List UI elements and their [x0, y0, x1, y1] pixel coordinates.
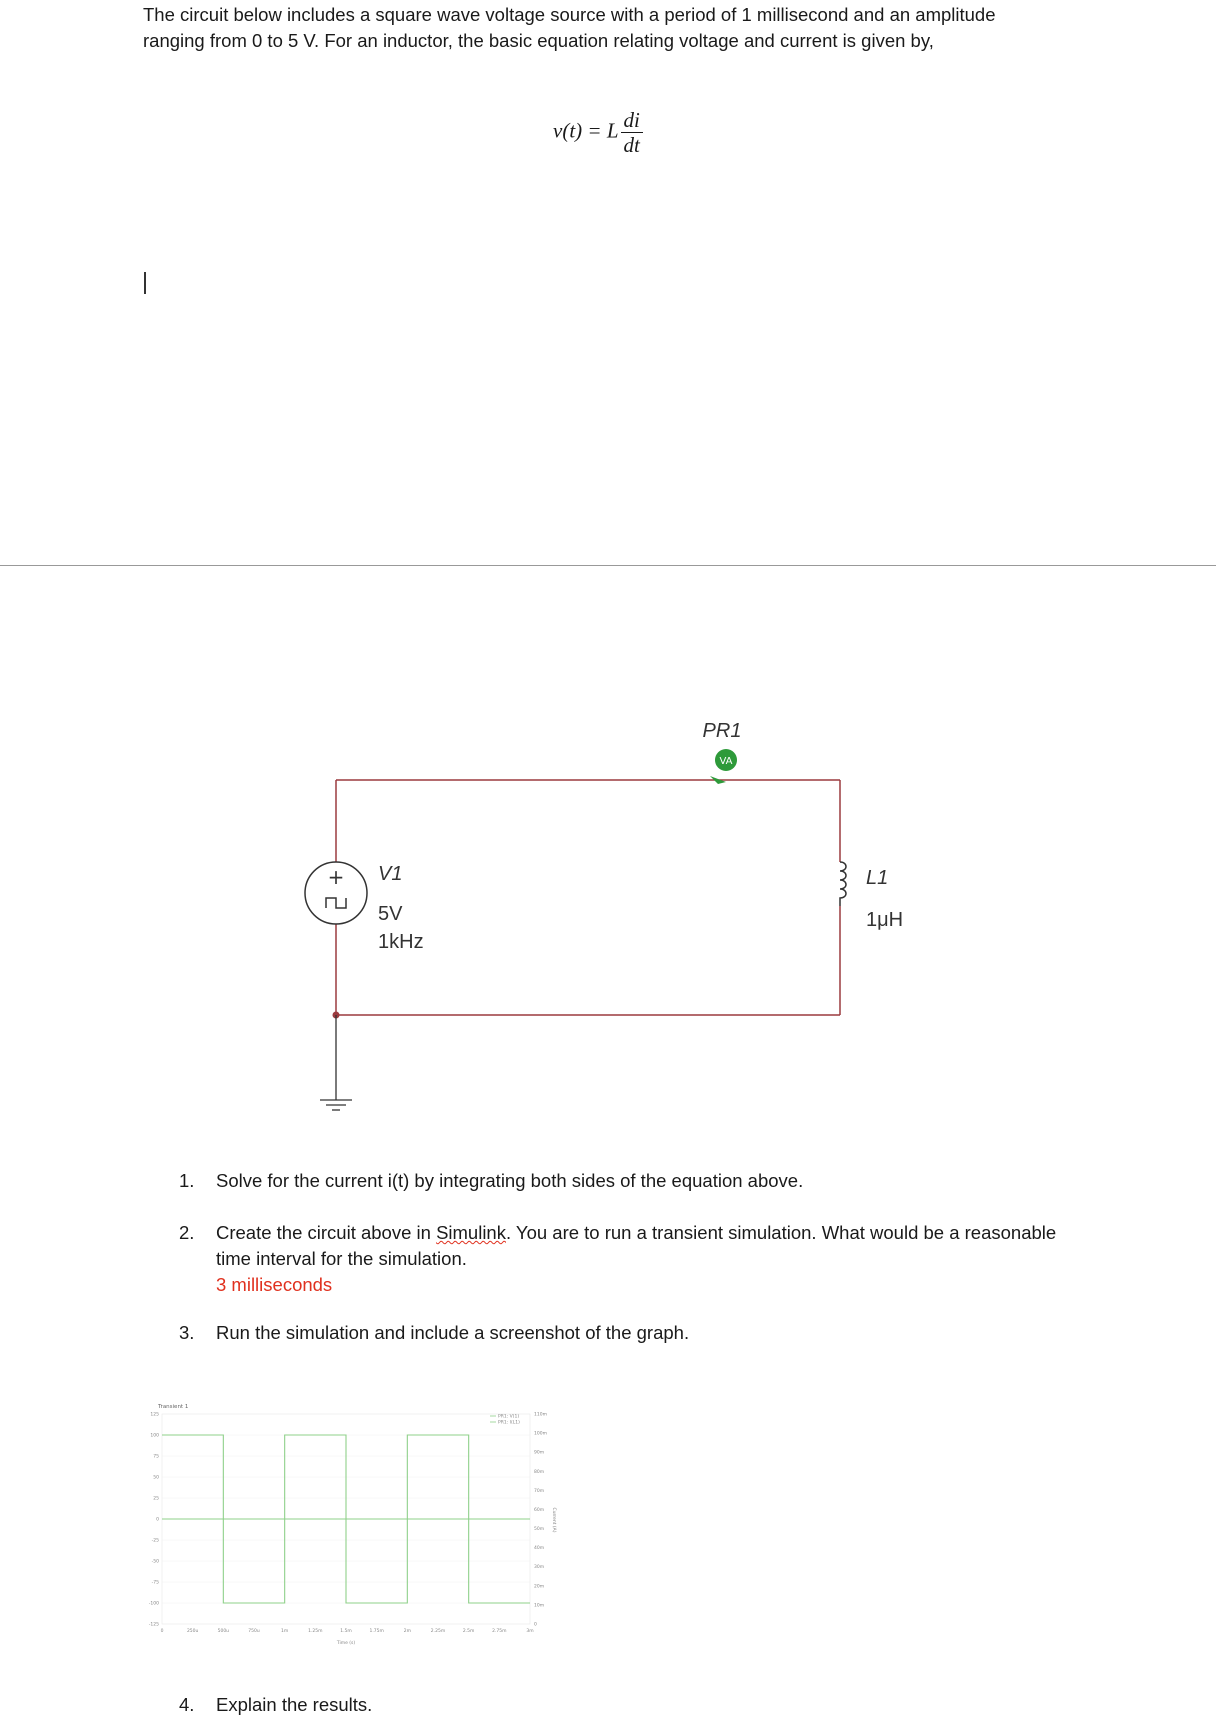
y2-tick-label: 50m — [534, 1527, 545, 1533]
x-tick-label: 1.25m — [308, 1629, 323, 1634]
square-wave-icon — [326, 898, 346, 908]
question-text-part: Create the circuit above in — [216, 1222, 437, 1243]
legend-label: PR1: I(L1) — [498, 1420, 520, 1426]
transient-chart — [148, 1400, 560, 1650]
legend-label: PR1: V(1) — [498, 1414, 520, 1420]
y-tick-label: -100 — [148, 1601, 159, 1607]
chart-legend — [490, 1414, 520, 1426]
question-text: Run the simulation and include a screenshot of the graph. — [216, 1322, 690, 1343]
y-tick-label: -75 — [151, 1580, 159, 1586]
chart-series — [162, 1435, 530, 1603]
y2-tick-label: 110m — [534, 1412, 547, 1418]
inductor-value: 1μH — [866, 909, 904, 931]
y-tick-label: 75 — [153, 1454, 159, 1460]
question-number: 1. — [179, 1170, 195, 1191]
inductor-name: L1 — [866, 867, 889, 889]
x-tick-label: 2.25m — [430, 1629, 446, 1634]
svg-text:+: + — [327, 865, 345, 889]
equation-lhs: v(t) = L — [553, 118, 619, 143]
spellcheck-word: Simulink — [436, 1222, 506, 1243]
x-tick-label: 1.75m — [369, 1629, 384, 1634]
intro-line-2: ranging from 0 to 5 V. For an inductor, the basic equation relating voltage and current is given by, — [143, 30, 934, 51]
y-tick-label: 25 — [153, 1496, 159, 1502]
y2-tick-label: 20m — [534, 1584, 545, 1590]
question-text: Solve for the current i(t) by integrating both sides of the equation above. — [216, 1170, 804, 1191]
y2-tick-label: 100m — [534, 1431, 547, 1437]
y2-tick-label: 70m — [534, 1488, 545, 1494]
question-text-part: . You are to run a transient simulation. What would be a reasonable time interval for the simulation. — [216, 1222, 1057, 1269]
x-tick-label: 1m — [281, 1629, 289, 1634]
y2-tick-label: 80m — [534, 1469, 545, 1475]
source-frequency: 1kHz — [378, 931, 424, 953]
y2-axis-ticks — [534, 1412, 547, 1628]
section-divider — [0, 565, 1216, 566]
circuit-wires — [336, 780, 840, 1015]
inductor-equation — [553, 108, 643, 157]
answer-text: 3 milliseconds — [216, 1274, 333, 1295]
y-tick-label: -25 — [151, 1538, 159, 1544]
x-tick-label: 1.5m — [340, 1629, 352, 1634]
x-tick-label: 750u — [248, 1629, 260, 1634]
x-axis-label: Time (s) — [336, 1641, 356, 1646]
x-tick-label: 500u — [217, 1629, 230, 1634]
equation-denominator: dt — [623, 133, 640, 157]
y2-tick-label: 90m — [534, 1450, 545, 1456]
y-tick-label: 125 — [150, 1412, 159, 1418]
y2-tick-label: 40m — [534, 1546, 545, 1552]
x-tick-label: 2.5m — [462, 1629, 475, 1634]
question-number: 3. — [179, 1322, 195, 1343]
y-tick-label: 50 — [153, 1475, 159, 1481]
y-tick-label: -50 — [151, 1559, 159, 1565]
intro-paragraph — [143, 2, 1103, 54]
y-axis-ticks — [149, 1412, 159, 1628]
chart-title: Transient 1 — [158, 1404, 189, 1410]
text-cursor — [144, 272, 146, 294]
y2-tick-label: 30m — [534, 1565, 545, 1571]
x-tick-label: 2m — [403, 1629, 411, 1634]
probe-label: PR1 — [702, 720, 742, 742]
y2-axis-label: Current (A) — [551, 1507, 556, 1533]
equation-fraction — [621, 108, 643, 157]
y-tick-label: 100 — [150, 1433, 159, 1439]
circuit-diagram — [0, 690, 1216, 1130]
x-tick-label: 250u — [186, 1629, 199, 1634]
y2-tick-label: 0 — [534, 1622, 537, 1628]
x-tick-label: 2.75m — [492, 1629, 507, 1634]
x-axis-ticks — [161, 1628, 534, 1634]
source-symbol — [305, 862, 367, 924]
question-number: 2. — [179, 1222, 195, 1243]
question-text: Explain the results. — [216, 1694, 373, 1715]
source-name: V1 — [378, 863, 403, 885]
intro-line-1: The circuit below includes a square wave voltage source with a period of 1 millisecond and an amplitude — [143, 4, 996, 25]
ground-icon — [320, 1015, 352, 1110]
y-tick-label: 0 — [156, 1517, 159, 1523]
inductor-coil-icon — [840, 862, 846, 906]
question-number: 4. — [179, 1694, 195, 1715]
y2-tick-label: 60m — [534, 1507, 545, 1513]
x-tick-label: 3m — [526, 1629, 534, 1634]
probe-badge: VA — [719, 756, 733, 767]
question-text — [216, 1220, 1076, 1298]
equation-numerator: di — [621, 108, 643, 133]
y2-tick-label: 10m — [534, 1603, 545, 1609]
y-tick-label: -125 — [148, 1622, 159, 1628]
x-tick-label: 0 — [160, 1629, 164, 1634]
source-voltage: 5V — [378, 903, 403, 925]
